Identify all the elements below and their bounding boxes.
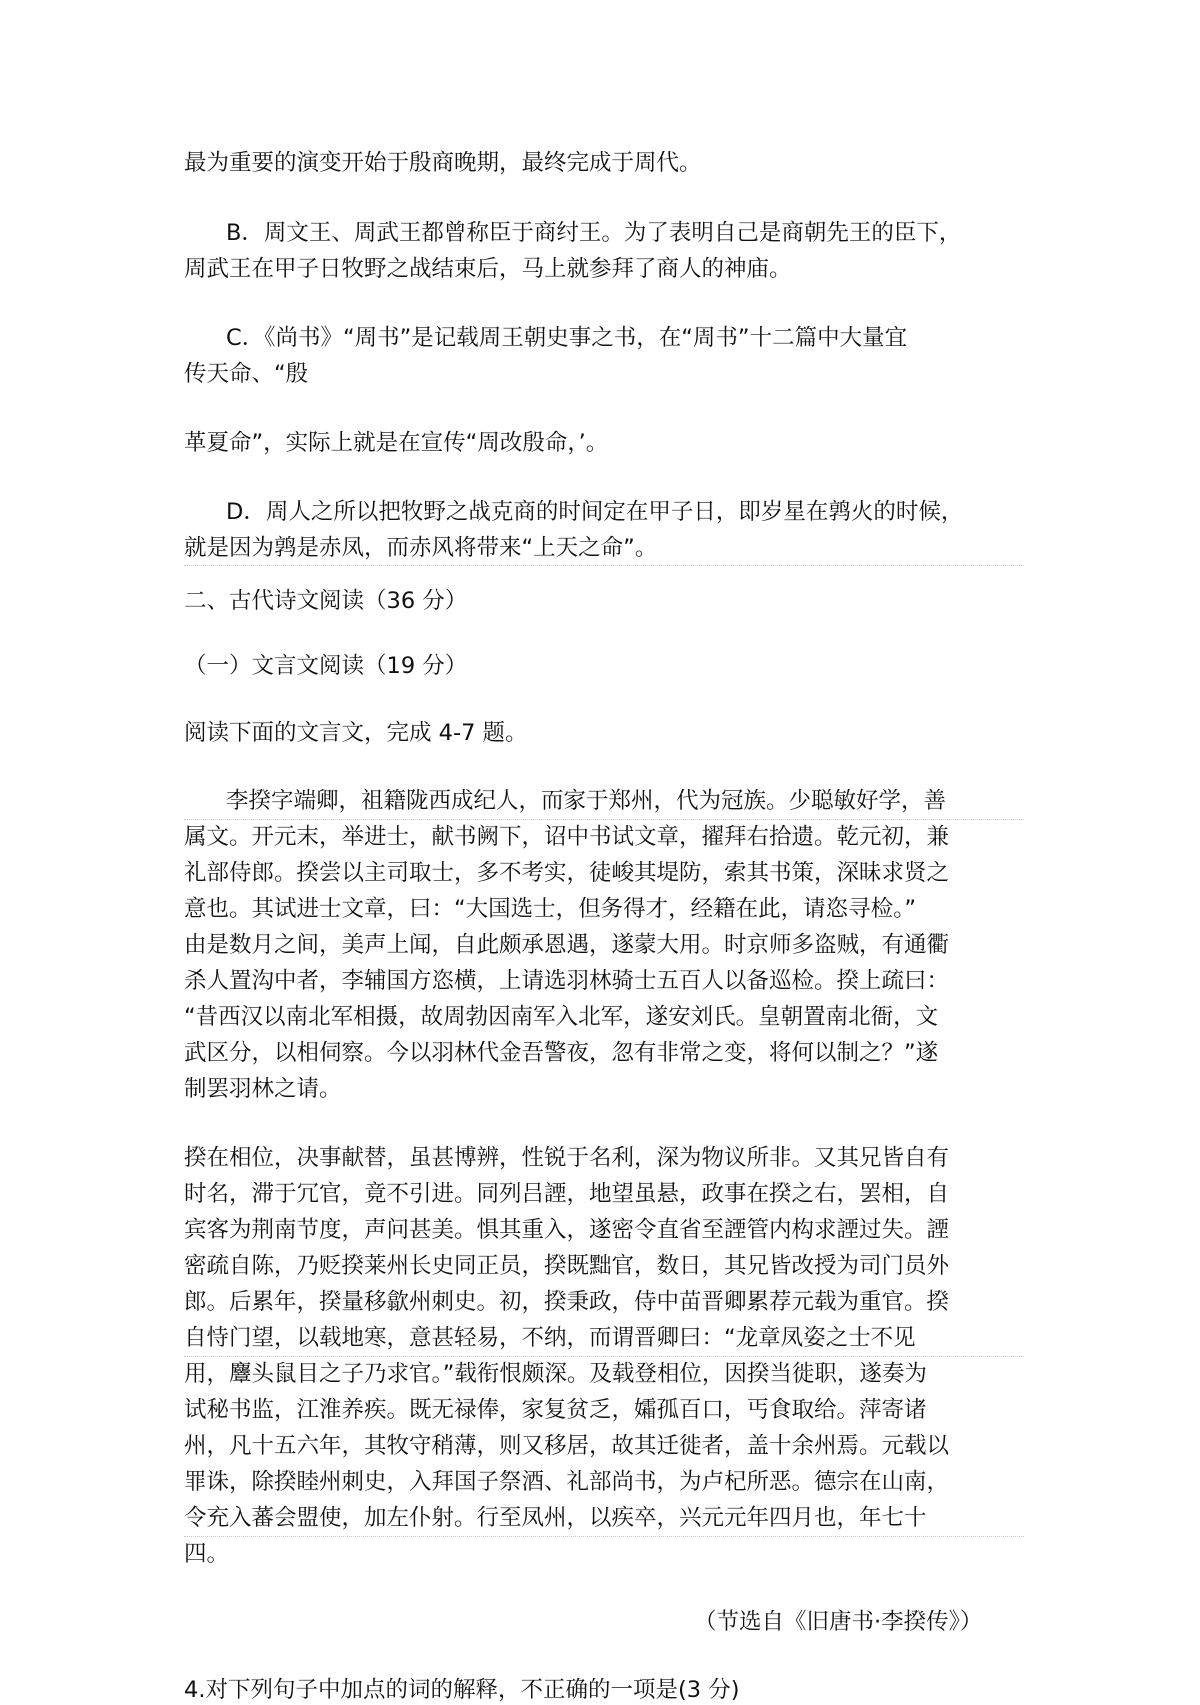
passage-line: 自恃门望，以载地寒，意甚轻易，不纳，而谓晋卿曰：“龙章凤姿之士不见 [184,1325,916,1351]
option-b-line: B．周文王、周武王都曾称臣于商纣王。为了表明自己是商朝先王的臣下， [226,220,962,246]
text-line: 传天命、“殷 [184,361,309,387]
subsection-heading: （一）文言文阅读（19 分） [184,653,468,679]
passage-line: 制罢羽林之请。 [184,1076,342,1102]
passage-line: “昔西汉以南北军相摄，故周勃因南军入北军，遂安刘氏。皇朝置南北衙，文 [184,1004,939,1030]
passage-line: 密疏自陈，乃贬揆莱州长史同正员，揆既黜官，数日，其兄皆改授为司门员外 [184,1253,950,1279]
text-line: 周武王在甲子日牧野之战结束后，马上就参拜了商人的神庙。 [184,256,792,282]
dotted-divider [184,565,1024,566]
passage-line: 时名，滞于冗官，竟不引进。同列吕諲，地望虽悬，政事在揆之右，罢相，自 [184,1181,950,1207]
text-line: 就是因为鹑是赤凤，而赤风将带来“上天之命”。 [184,535,658,561]
text-line: 最为重要的演变开始于殷商晚期，最终完成于周代。 [184,150,702,176]
passage-line: 郎。后累年，揆量移歙州刺史。初，揆秉政，侍中苗晋卿累荐元载为重官。揆 [184,1289,950,1315]
passage-line: 杀人置沟中者，李辅国方恣横，上请选羽林骑士五百人以备巡检。揆上疏曰： [184,968,950,994]
passage-line: 揆在相位，决事献替，虽甚博辨，性锐于名利，深为物议所非。又其兄皆自有 [184,1145,950,1171]
passage-line: 礼部侍郎。揆尝以主司取士，多不考实，徒峻其堤防，索其书策，深昧求贤之 [184,860,950,886]
passage-line: 李揆字端卿，祖籍陇西成纪人，而家于郑州，代为冠族。少聪敏好学，善 [226,788,947,814]
passage-line: 武区分，以相伺察。今以羽林代金吾警夜，忽有非常之变，将何以制之？”遂 [184,1040,939,1066]
passage-line: 宾客为荆南节度，声问甚美。惧其重入，遂密令直省至諲管内构求諲过失。諲 [184,1217,950,1243]
option-d-line: D．周人之所以把牧野之战克商的时间定在甲子日，即岁星在鹑火的时候， [226,499,964,525]
passage-line: 罪诛，除揆睦州刺史，入拜国子祭酒、礼部尚书，为卢杞所恶。德宗在山南， [184,1469,950,1495]
passage-line: 由是数月之间，美声上闻，自此颇承恩遇，遂蒙大用。时京师多盗贼，有通衢 [184,932,950,958]
passage-line: 用，麞头鼠目之子乃求官。”载衔恨颇深。及载登相位，因揆当徙职，遂奏为 [184,1361,927,1387]
passage-line: 四。 [184,1541,230,1567]
passage-line: 属文。开元末，举进士，献书阙下，诏中书试文章，擢拜右拾遗。乾元初，兼 [184,824,950,850]
passage-line: 试秘书监，江淮养疾。既无禄俸，家复贫乏，孀孤百口，丐食取给。萍寄诸 [184,1397,927,1423]
option-c-line: C．《尚书》“周书”是记载周王朝史事之书，在“周书”十二篇中大量宜 [226,325,908,351]
passage-line: 令充入蕃会盟使，加左仆射。行至凤州，以疾卒，兴元元年四月也，年七十 [184,1505,927,1531]
dotted-divider [184,819,1024,820]
dotted-divider [184,1356,1024,1357]
source-citation: （节选自《旧唐书·李揆传》） [694,1609,983,1635]
question-4: 4.对下列句子中加点的词的解释，不正确的一项是(3 分) [184,1677,740,1703]
section-heading: 二、古代诗文阅读（36 分） [184,588,468,614]
passage-line: 州，凡十五六年，其牧守稍薄，则又移居，故其迁徙者，盖十余州焉。元载以 [184,1433,950,1459]
instruction-text: 阅读下面的文言文，完成 4-7 题。 [184,720,528,746]
text-line: 革夏命”，实际上就是在宣传“周改殷命，’。 [184,430,609,456]
dotted-divider [184,1536,1024,1537]
passage-line: 意也。其试进士文章，曰：“大国选士，但务得才，经籍在此，请恣寻检。” [184,896,917,922]
